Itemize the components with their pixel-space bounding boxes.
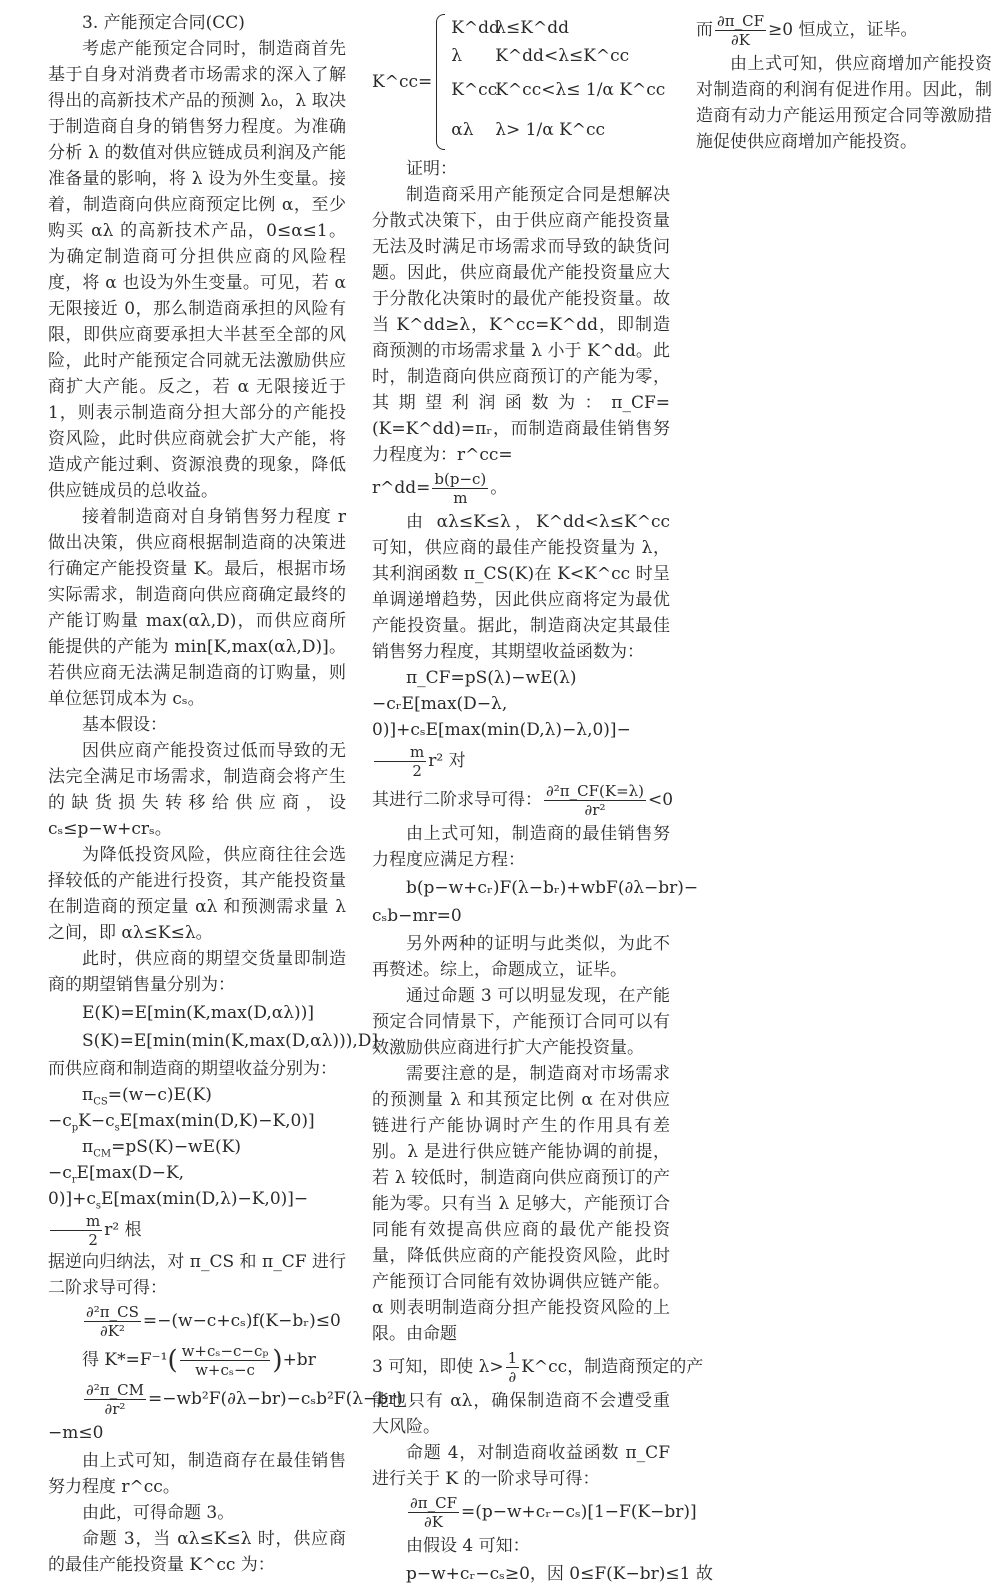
paragraph-proposition-3: 命题 3，当 αλ≤K≤λ 时，供应商的最佳产能投资量 K^cc 为： <box>48 1529 346 1575</box>
paragraph-conclusion-effort: 由上式可知，制造商存在最佳销售努力程度 r^cc。 <box>48 1451 346 1497</box>
equation-note-inline: 3 可知，即使 λ> $\frac{1}{\partial}$ K^cc，制造商预定的产 <box>372 1349 704 1386</box>
piecewise-equation <box>372 14 670 150</box>
equation-optimal-capacity: 得 K*=F⁻¹( $\frac{\text{w+cₛ−c−cₚ}}{\text{w+cₛ−c}}$ )+br <box>82 1342 316 1379</box>
paragraph-revenue: 而供应商和制造商的期望收益分别为： <box>48 1059 337 1079</box>
paragraph-note-end: 能也只有 αλ，确保制造商不会遭受重大风险。 <box>372 1391 670 1437</box>
paragraph-note: 需要注意的是，制造商对市场需求的预测量 λ 和其预定比例 α 在对供应链进行产能协调时产生的作用具有差别。λ 是进行供应链产能协调的前提，若 λ 较低时，制造商向供应商预订的产能为零。只有当 λ 足够大，产能预订合同能有效提高供应商的最优产能投资量，降低供应商的产能投资风险，此时产能预订合同能有效协调供应链产能。α 则表明制造商分担产能投资风险的上限。由命题 <box>372 1064 670 1344</box>
equation-second-derivative-cf: 其进行二阶求导可得： $\frac{\text{∂²π\_CF(K=λ)}}{\text{∂r²}}$ <0 <box>372 782 674 819</box>
paragraph-backward-induction: 据逆向归纳法，对 π_CS 和 π_CF 进行二阶求导可得： <box>48 1252 346 1298</box>
equation-nonnegative-derivative: 而 $\frac{\partial\pi\_CF}{\partial K}$ ≥0 恒成立，证毕。 <box>696 12 918 49</box>
piecewise-case: λ K^dd<λ≤K^cc <box>451 46 630 66</box>
equation-second-derivative-cm-tail: −m≤0 <box>48 1423 104 1443</box>
equation-manufacturer-profit: π_CF=pS(λ)−wE(λ)−cᵣE[max(D−λ, 0)]+cₛE[max(min(D,λ)−λ,0)]− $\frac{m}{2}$ r² 对 <box>372 668 631 780</box>
paragraph-proof-3: 由上式可知，制造商的最佳销售努力程度应满足方程： <box>372 824 670 870</box>
column-middle <box>372 10 713 1589</box>
paragraph-assumption-1: 因供应商产能投资过低而导致的无法完全满足市场需求，制造商会将产生的缺货损失转移给供应商，设 cₛ≤p−w+crₛ。 <box>48 741 346 839</box>
proof-label: 证明： <box>406 159 457 179</box>
equation-final-condition: p−w+cᵣ−cₛ≥0，因 0≤F(K−br)≤1 故 <box>406 1564 713 1584</box>
piecewise-cases <box>451 14 665 150</box>
equation-effort-condition: b(p−w+cᵣ)F(λ−bᵣ)+wbF(∂λ−br)− <box>406 878 699 898</box>
equation-expected-sales: S(K)=E[min(min(K,max(D,αλ))),D] <box>82 1031 378 1051</box>
paragraph-intro: 考虑产能预定合同时，制造商首先基于自身对消费者市场需求的深入了解得出的高新技术产品的预测 λ₀，λ 取决于制造商自身的销售努力程度。为准确分析 λ 的数值对供应链成员利润及产能准备量的影响，将 λ 设为外生变量。接着，制造商向供应商预定比例 α，至少购买 αλ 的高新技术产品，0≤α≤1。为确定制造商可分担供应商的风险程度，将 α 也设为外生变量。可见，若 α 无限接近 0，那么制造商承担的风险有限，即供应商要承担大半甚至全部的风险，此时产能预定合同就无法激励供应商扩大产能。反之，若 α 无限接近于 1，则表示制造商分担大部分的产能投资风险，此时供应商就会扩大产能，将造成产能过剩、资源浪费的现象，降低供应链成员的总收益。 <box>48 39 346 501</box>
paragraph-expectation: 此时，供应商的期望交货量即制造商的期望销售量分别为： <box>48 949 346 995</box>
piecewise-case: K^dd λ≤K^dd <box>451 18 569 38</box>
equation-effort-condition-tail: cₛb−mr=0 <box>372 906 462 926</box>
paragraph-assumption-2: 为降低投资风险，供应商往往会选择较低的产能进行投资，其产能投资量在制造商的预定量 αλ 和预测需求量 λ 之间，即 αλ≤K≤λ。 <box>48 845 346 943</box>
equation-second-derivative-cs: $\frac{\text{∂²π\_CS}}{\text{∂K²}}$ =−(w−c+cₛ)f(K−bᵣ)≤0 <box>86 1303 341 1340</box>
section-heading: 3. 产能预定合同(CC) <box>82 13 245 33</box>
equation-second-derivative-cm: $\frac{\text{∂²π\_CM}}{\text{∂r²}}$ =−wb²F(∂λ−br)−cₛb²F(λ−br) <box>86 1381 403 1418</box>
piecewise-lhs: K^cc= <box>372 72 433 92</box>
paragraph-proof-2: 由 αλ≤K≤λ，K^dd<λ≤K^cc 可知，供应商的最佳产能投资量为 λ，其利润函数 π_CS(K)在 K<K^cc 时呈单调递增趋势，因此供应商将定为最优产能投资量。据此，制造商决定其最佳销售努力程度，其期望收益函数为： <box>372 512 670 662</box>
equation-expected-delivery: E(K)=E[min(K,max(D,αλ))] <box>82 1003 314 1023</box>
equation-optimal-effort: r^dd= $\frac{b(p-c)}{m}$ 。 <box>372 470 508 507</box>
paragraph-conclusion: 由上式可知，供应商增加产能投资对制造商的利润有促进作用。因此，制造商有动力产能运用预定合同等激励措施促使供应商增加产能投资。 <box>696 54 992 152</box>
paragraph-proposition-3-discussion: 通过命题 3 可以明显发现，在产能预定合同情景下，产能预订合同可以有效激励供应商进行扩大产能投资量。 <box>372 986 670 1058</box>
assumption-heading: 基本假设： <box>82 715 167 735</box>
column-right <box>696 10 992 155</box>
equation-first-derivative-cf: $\frac{\partial\pi\_CF}{\partial K}$ =(p−w+cᵣ−cₛ)[1−F(K−br)] <box>410 1494 697 1531</box>
paragraph-proposition-intro: 由此，可得命题 3。 <box>82 1503 235 1523</box>
equation-supplier-revenue: $\pi_{CS}=(w-c)E(K)-c_pK-c_sE[\max(\min(D,K)-K,0)]$ <box>48 1085 315 1134</box>
paragraph-proof-1: 制造商采用产能预定合同是想解决分散式决策下，由于供应商产能投资量无法及时满足市场需求而导致的缺货问题。因此，供应商最优产能投资量应大于分散化决策时的最优产能投资量。故当 K^dd≥λ，K^cc=K^dd，即制造商预测的市场需求量 λ 小于 K^dd。此时，制造商向供应商预订的产能为零，其期望利润函数为：π_CF=(K=K^dd)=πᵣ，而制造商最佳销售努力程度为：r^cc= <box>372 185 670 465</box>
piecewise-case: αλ λ> 1/α K^cc <box>451 120 606 140</box>
piecewise-case: K^cc K^cc<λ≤ 1/α K^cc <box>451 80 666 100</box>
equation-manufacturer-revenue: $\pi_{CM}=pS(K)-wE(K)-c_rE[\max(D-K$, $0)]+c_sE[\max(\min(D,\lambda)-K,0)]-$ $\frac{m}{2}$ r² 根 <box>48 1137 309 1249</box>
paragraph-assumption-4: 由假设 4 可知： <box>406 1536 530 1556</box>
paragraph-decision: 接着制造商对自身销售努力程度 r 做出决策，供应商根据制造商的决策进行确定产能投资量 K。最后，根据市场实际需求，制造商向供应商确定最终的产能订购量 max(αλ,D)，而供应商所能提供的产能为 min[K,max(αλ,D)]。若供应商无法满足制造商的订购量，则单位惩罚成本为 cₛ。 <box>48 507 346 709</box>
column-left <box>48 10 403 1578</box>
piecewise-brace <box>436 14 445 150</box>
paragraph-proposition-4: 命题 4，对制造商收益函数 π_CF 进行关于 K 的一阶求导可得： <box>372 1443 670 1489</box>
paragraph-proof-4: 另外两种的证明与此类似，为此不再赘述。综上，命题成立，证毕。 <box>372 934 670 980</box>
